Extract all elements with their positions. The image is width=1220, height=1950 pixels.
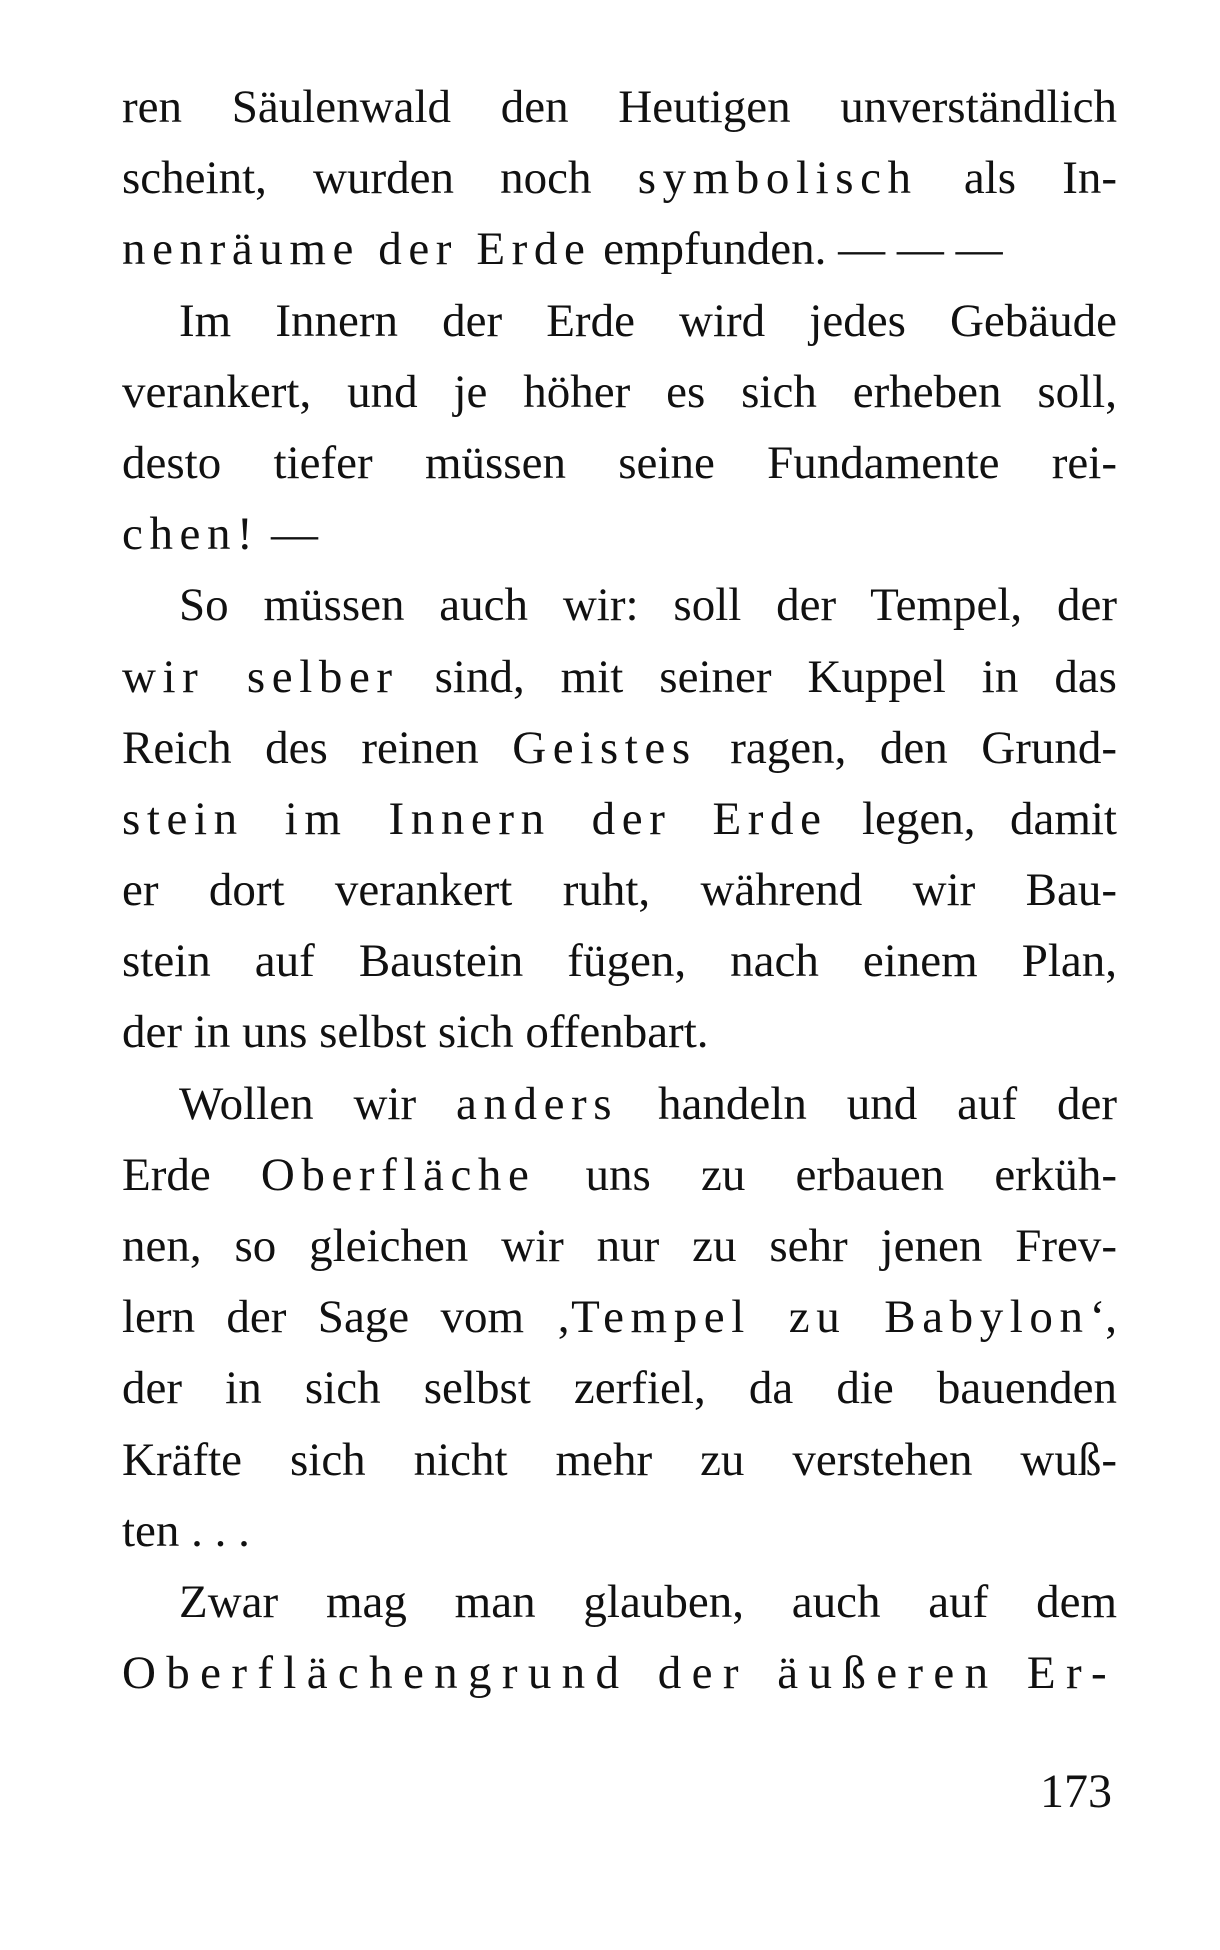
spaced-word: anders <box>456 1077 619 1130</box>
text-line: ren Säulenwald den Heutigen unverständlich <box>122 81 1117 133</box>
text-line: scheint, wurden noch symbolisch als In- <box>122 152 1117 205</box>
text-line: stein im Innern der Erde legen, damit <box>122 792 1117 845</box>
text-line: lern der Sage vom ‚Tempel zu Babylon‘, <box>122 1291 1117 1344</box>
spaced-word: Oberflächengrund der äußeren Er- <box>122 1647 1117 1700</box>
text-line: Kräfte sich nicht mehr zu verstehen wuß- <box>122 1433 1117 1486</box>
text-line: Im Innern der Erde wird jedes Gebäude <box>179 294 1117 347</box>
text-line: Reich des reinen Geistes ragen, den Grund- <box>122 721 1117 774</box>
spaced-word: Oberfläche <box>260 1148 536 1201</box>
text-line: nenräume der Erde empfunden. — — — <box>122 223 1003 276</box>
text-line: der in uns selbst sich offenbart. <box>122 1006 709 1059</box>
spaced-word: chen! <box>122 508 260 561</box>
spaced-word: nenräume der Erde <box>122 223 592 276</box>
text-line: stein auf Baustein fügen, nach einem Plan, <box>122 935 1117 988</box>
text-line: Zwar mag man glauben, auch auf dem <box>179 1575 1117 1628</box>
text-line: der in sich selbst zerfiel, da die bauenden <box>122 1362 1117 1415</box>
text-line: So müssen auch wir: soll der Tempel, der <box>179 579 1117 632</box>
spaced-word: Tempel zu Babylon <box>571 1291 1090 1344</box>
text-line: Erde Oberfläche uns zu erbauen erküh- <box>122 1148 1117 1201</box>
spaced-word: symbolisch <box>637 152 918 205</box>
spaced-word: stein im Innern der Erde <box>122 792 828 845</box>
text-line: chen! — <box>122 508 319 561</box>
spaced-word: wir selber <box>122 650 399 703</box>
text-line <box>122 1638 1117 1709</box>
spaced-word: Geistes <box>512 721 697 774</box>
text-line: ten . . . <box>122 1504 250 1557</box>
text-line: wir selber sind, mit seiner Kuppel in das <box>122 650 1117 703</box>
page-number: 173 <box>1040 1765 1112 1818</box>
text-line: Wollen wir anders handeln und auf der <box>179 1077 1117 1130</box>
text-line: er dort verankert ruht, während wir Bau- <box>122 864 1117 917</box>
text-line: desto tiefer müssen seine Fundamente rei- <box>122 436 1117 489</box>
body-text <box>122 72 1117 1709</box>
text-line: verankert, und je höher es sich erheben soll, <box>122 365 1117 418</box>
text-line: nen, so gleichen wir nur zu sehr jenen Frev- <box>122 1220 1117 1272</box>
